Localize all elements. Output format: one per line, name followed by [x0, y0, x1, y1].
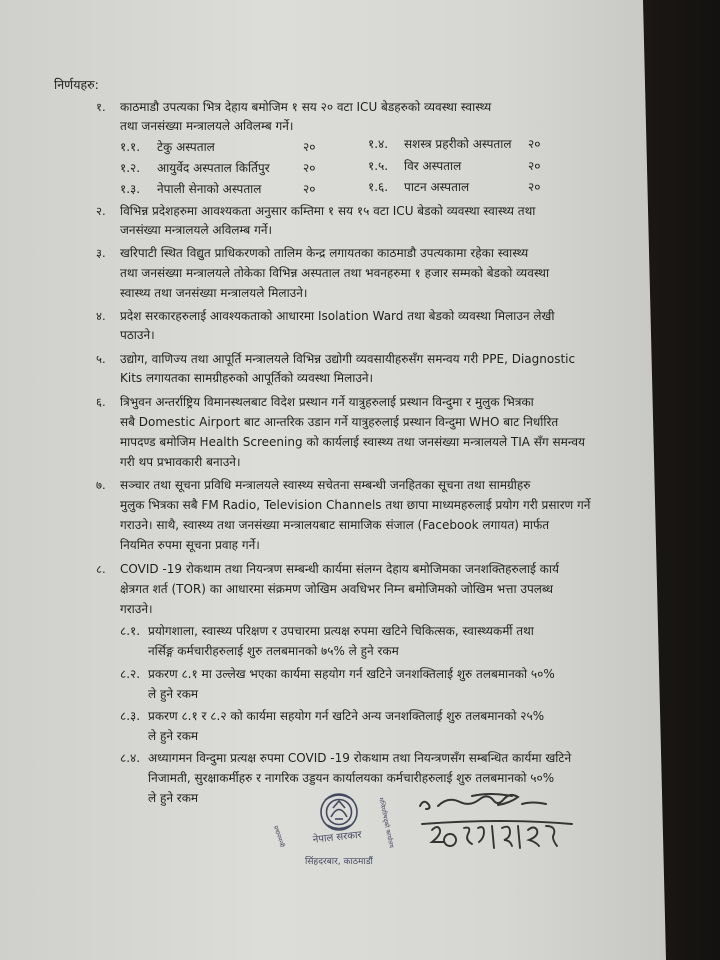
- hospital-name: नेपाली सेनाको अस्पताल: [157, 182, 262, 196]
- item-line: गराउने।: [120, 602, 153, 616]
- item-line: काठमाडौ उपत्यका भित्र देहाय बमोजिम १ सय २० वटा ICU बेडहरुको व्यवस्था स्वास्थ्य: [120, 100, 492, 114]
- hospital-name: विर अस्पताल: [404, 159, 462, 173]
- svg-text:सिंहदरबार, काठमाडौं: सिंहदरबार, काठमाडौं: [305, 857, 373, 867]
- item-line: Kits लगायतका सामग्रीहरुको आपूर्तिको व्यवस्था मिलाउने।: [120, 371, 374, 385]
- item-number: २.: [96, 204, 106, 218]
- item-number: ७.: [96, 478, 106, 492]
- hospital-name: सशस्त्र प्रहरीको अस्पताल: [404, 137, 512, 151]
- item-line: COVID -19 रोकथाम तथा नियन्त्रण सम्बन्धी कार्यमा संलग्न देहाय बमोजिमका जनशक्तिहरुलाई कार्य: [120, 562, 559, 576]
- item-line: पठाउने।: [120, 328, 155, 342]
- item-line: उद्योग, वाणिज्य तथा आपूर्ति मन्त्रालयले विभिन्न उद्योगी व्यवसायीहरुसँग समन्वय गरी PPE, Diagnostic: [120, 352, 576, 366]
- subitem-line: ले हुने रकम: [148, 687, 199, 701]
- item-line: जनसंख्या मन्त्रालयले अविलम्ब गर्ने।: [120, 223, 273, 237]
- svg-text:प्रधानमन्त्री: प्रधानमन्त्री: [271, 824, 286, 849]
- subitem-line: ले हुने रकम: [148, 791, 199, 805]
- item-number: ५.: [96, 352, 106, 366]
- hospital-code: १.६.: [368, 180, 389, 194]
- subitem-line: अध्यागमन विन्दुमा प्रत्यक्ष रुपमा COVID -19 रोकथाम तथा नियन्त्रणसँग सम्बन्धित कार्यमा खटिने: [148, 751, 572, 765]
- item-number: ४.: [96, 309, 106, 323]
- subitem-code: ८.३.: [120, 709, 141, 723]
- item-line: मापदण्ड बमोजिम Health Screening को कार्यलाई स्वास्थ्य तथा जनसंख्या मन्त्रालयले TIA सँग समन्वय: [120, 435, 585, 449]
- item-line: तथा जनसंख्या मन्त्रालयले अविलम्ब गर्ने।: [120, 119, 294, 133]
- hospital-beds: २०: [303, 182, 316, 196]
- item-line: तथा जनसंख्या मन्त्रालयले तोकेका विभिन्न अस्पताल तथा भवनहरुमा १ हजार सम्मको बेडको व्यवस्था: [120, 266, 550, 280]
- hospital-code: १.२.: [120, 161, 141, 175]
- hospital-code: १.१.: [120, 140, 141, 154]
- hospital-beds: २०: [528, 180, 541, 194]
- subitem-line: प्रयोगशाला, स्वास्थ्य परिक्षण र उपचारमा प्रत्यक्ष रुपमा खटिने चिकित्सक, स्वास्थ्यकर्मी तथा: [148, 624, 534, 638]
- svg-text:मन्त्रिपरिषद्को कार्यालय: मन्त्रिपरिषद्को कार्यालय: [377, 796, 395, 849]
- hospital-beds: २०: [303, 161, 316, 175]
- subitem-line: प्रकरण ८.१ मा उल्लेख भएका कार्यमा सहयोग गर्न खटिने जनशक्तिलाई शुरु तलबमानको ५०%: [148, 667, 555, 681]
- subitem-code: ८.१.: [120, 624, 141, 638]
- decisions-heading: निर्णयहरु:: [54, 77, 99, 92]
- hospital-beds: २०: [528, 159, 541, 173]
- government-seal: [271, 782, 403, 872]
- subitem-line: ले हुने रकम: [148, 729, 199, 743]
- item-line: स्वास्थ्य तथा जनसंख्या मन्त्रालयले मिलाउने।: [120, 286, 308, 300]
- item-number: ६.: [96, 395, 106, 409]
- item-line: त्रिभुवन अन्तर्राष्ट्रिय विमानस्थलबाट विदेश प्रस्थान गर्ने यात्रुहरुलाई प्रस्थान विन्दुमा र मुलुक भित्रका: [120, 395, 534, 409]
- item-line: खरिपाटी स्थित विद्युत प्राधिकरणको तालिम केन्द्र लगायतका काठमाडौ उपत्यकामा रहेका स्वास्थ्य: [120, 246, 529, 260]
- item-line: नियमित रुपमा सूचना प्रवाह गर्ने।: [120, 538, 260, 552]
- hospital-name: पाटन अस्पताल: [404, 180, 470, 194]
- subitem-line: नर्सिङ्ग कर्मचारीहरुलाई शुरु तलबमानको ७५% ले हुने रकम: [148, 644, 399, 658]
- svg-text:नेपाल सरकार: नेपाल सरकार: [312, 829, 363, 846]
- item-number: ३.: [96, 246, 106, 260]
- item-line: प्रदेश सरकारहरुलाई आवश्यकताको आधारमा Isolation Ward तथा बेडको व्यवस्था मिलाउन लेखी: [120, 309, 555, 323]
- signature-and-date: [412, 790, 602, 862]
- item-line: गरी थप प्रभावकारी बनाउने।: [120, 455, 241, 469]
- item-line: गराउने। साथै, स्वास्थ्य तथा जनसंख्या मन्त्रालयबाट सामाजिक संजाल (Facebook लगायत) मार्फत: [120, 518, 550, 532]
- subitem-line: निजामती, सुरक्षाकर्मीहरु र नागरिक उड्डयन कार्यालयका कर्मचारीहरुलाई शुरु तलबमानको ५०%: [148, 771, 555, 785]
- hospital-beds: २०: [528, 137, 541, 151]
- subitem-code: ८.२.: [120, 667, 141, 681]
- subitem-code: ८.४.: [120, 751, 141, 765]
- hospital-code: १.३.: [120, 182, 141, 196]
- hospital-name: आयुर्वेद अस्पताल किर्तिपुर: [157, 161, 270, 175]
- hospital-code: १.४.: [368, 137, 389, 151]
- item-line: क्षेत्रगत शर्त (TOR) का आधारमा संक्रमण जोखिम अवधिभर निम्न बमोजिमको जोखिम भत्ता उपलब्ध: [120, 582, 554, 596]
- item-line: विभिन्न प्रदेशहरुमा आवश्यकता अनुसार कम्तिमा १ सय १५ वटा ICU बेडको व्यवस्था स्वास्थ्य तथा: [120, 204, 536, 218]
- item-line: सबै Domestic Airport बाट आन्तरिक उडान गर्ने यात्रुहरुलाई प्रस्थान विन्दुमा WHO बाट निर्धारित: [120, 415, 559, 429]
- item-number: ८.: [96, 562, 106, 576]
- hospital-code: १.५.: [368, 159, 389, 173]
- item-line: सञ्चार तथा सूचना प्रविधि मन्त्रालयले स्वास्थ्य सचेतना सम्बन्धी जनहितका सूचना तथा सामग्रीहरु: [120, 478, 531, 492]
- subitem-line: प्रकरण ८.१ र ८.२ को कार्यमा सहयोग गर्न खटिने अन्य जनशक्तिलाई शुरु तलबमानको २५%: [148, 709, 545, 723]
- item-number: १.: [96, 100, 106, 114]
- item-line: मुलुक भित्रका सबै FM Radio, Television Channels तथा छापा माध्यमहरुलाई प्रयोग गरी प्रसारण गर्ने: [120, 498, 591, 512]
- hospital-name: टेकु अस्पताल: [157, 140, 215, 154]
- hospital-beds: २०: [303, 140, 316, 154]
